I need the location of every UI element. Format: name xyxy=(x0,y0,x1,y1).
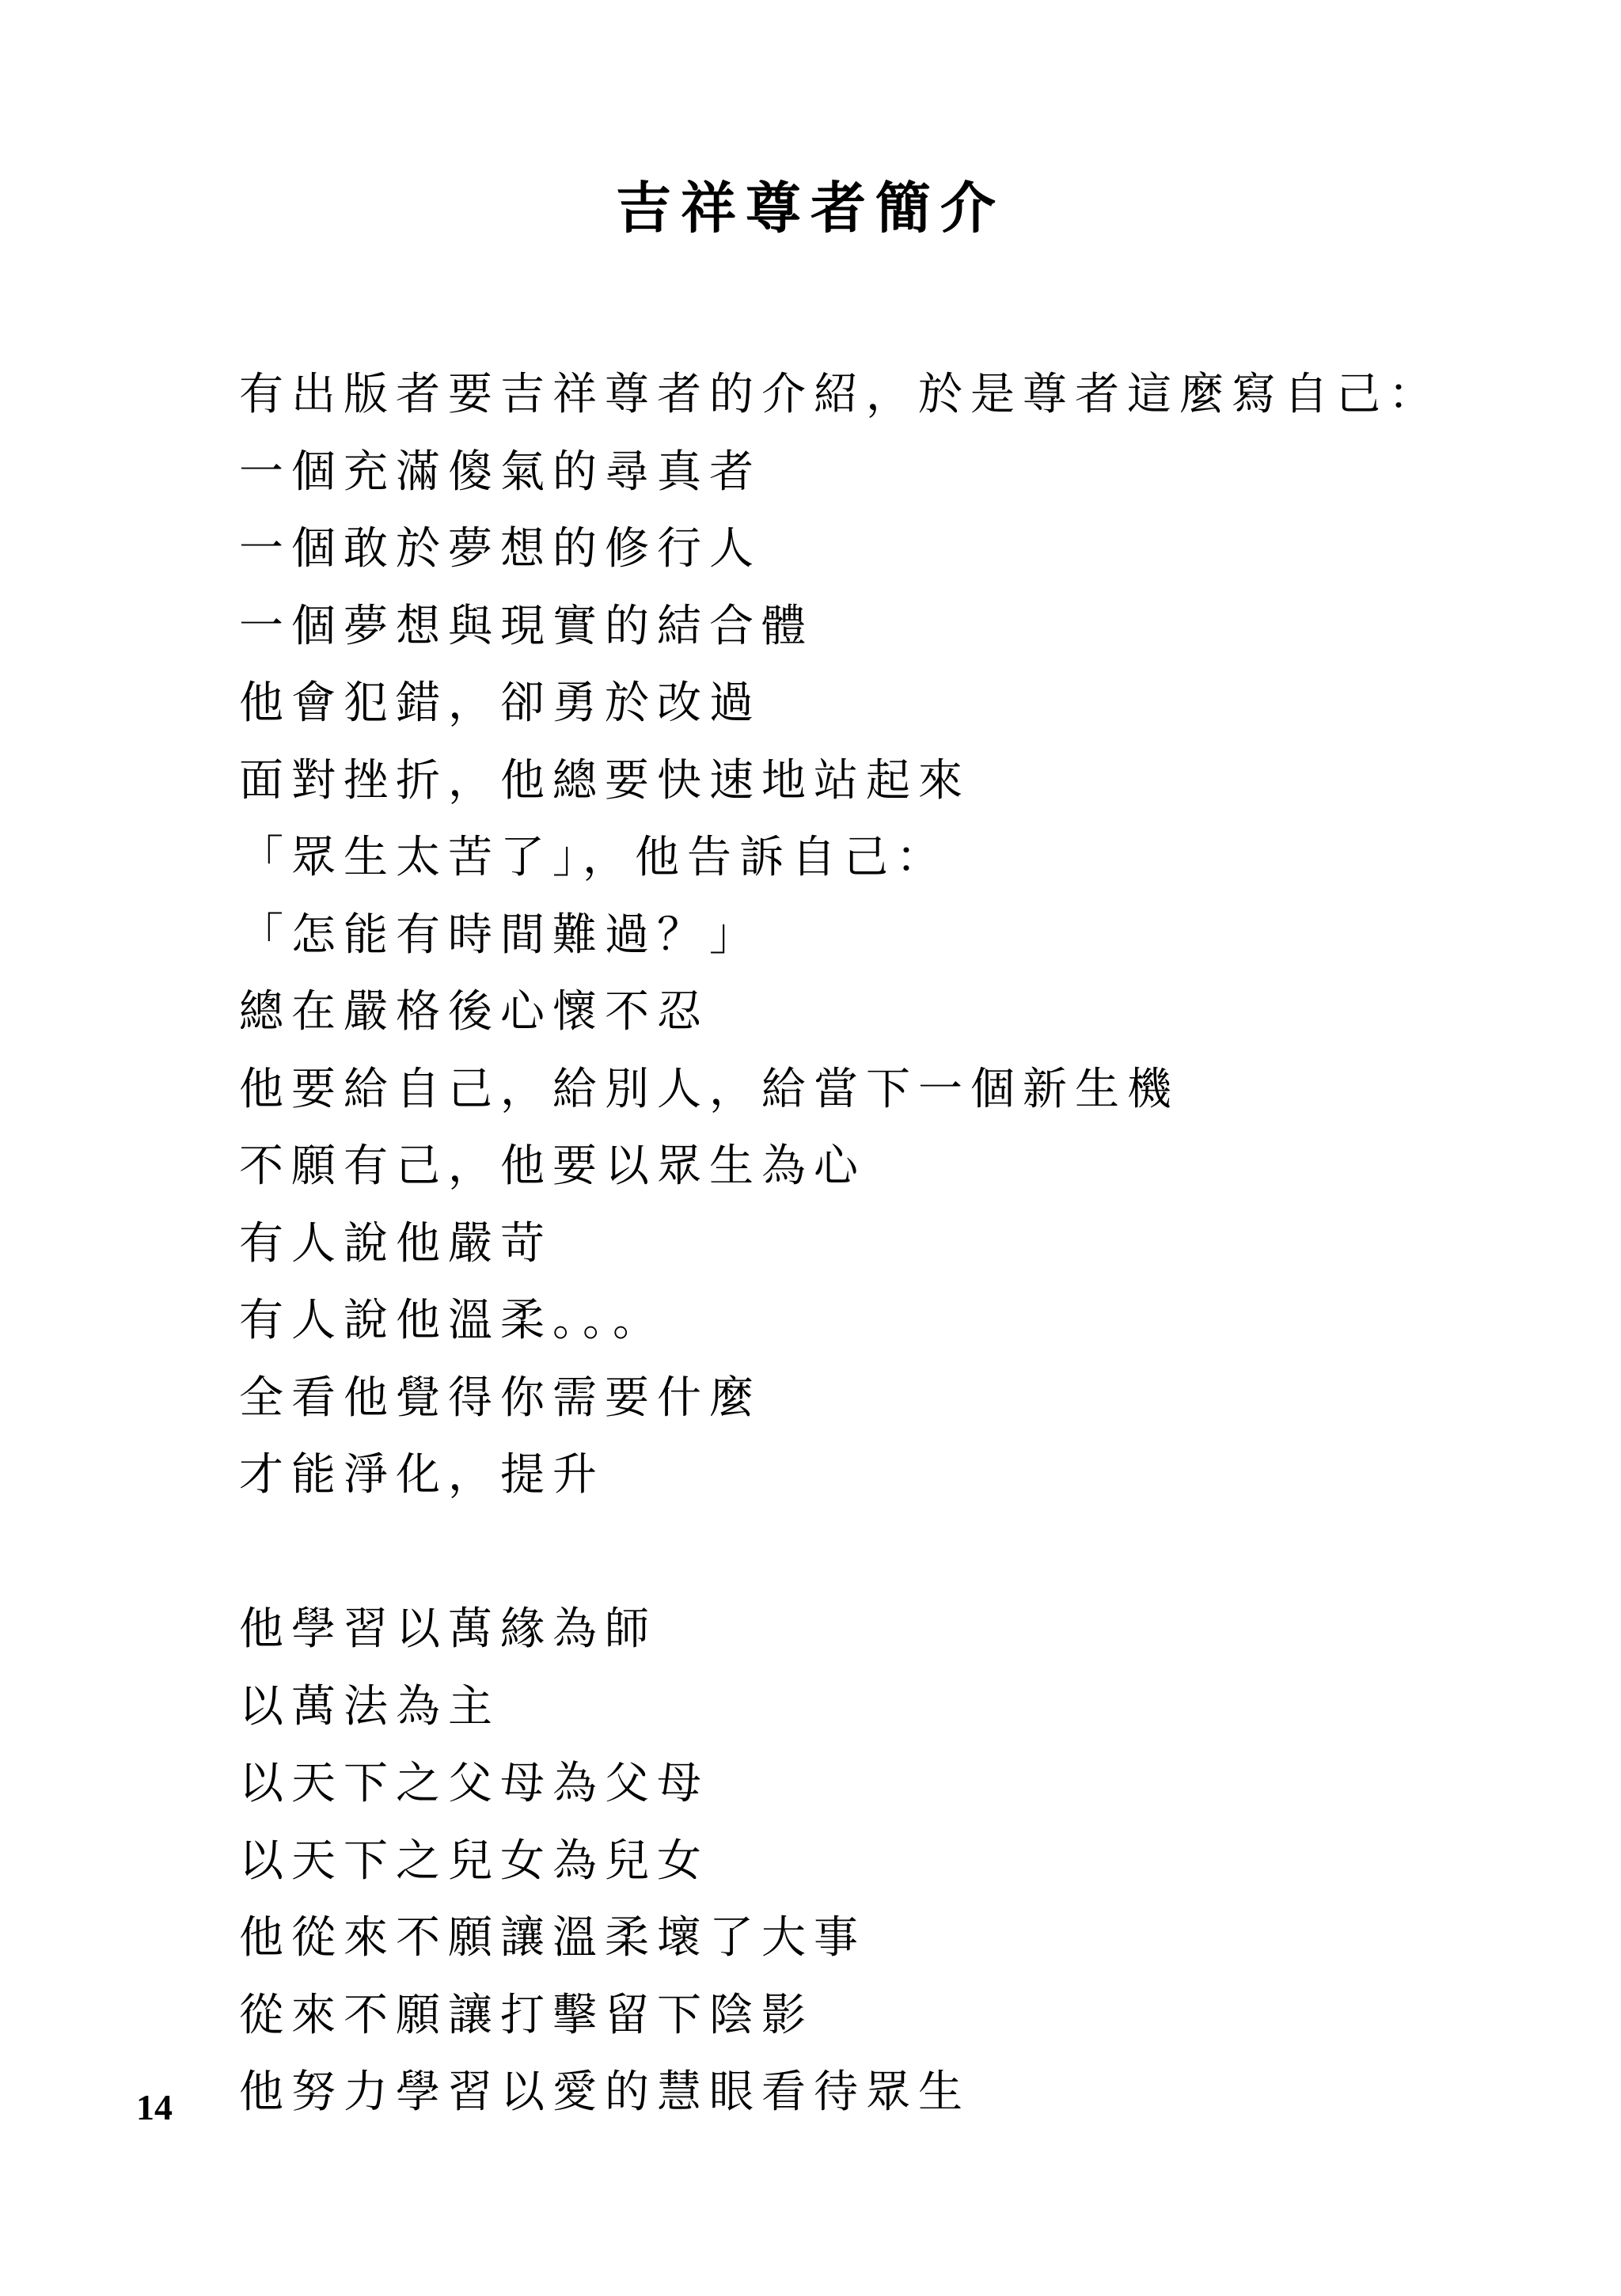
text-line: 從來不願讓打擊留下陰影 xyxy=(239,1989,814,2041)
text-line: 以天下之父母為父母 xyxy=(239,1758,709,1809)
document-body xyxy=(239,356,1474,2131)
text-line: 他學習以萬緣為師 xyxy=(239,1603,657,1655)
text-line: 一個敢於夢想的修行人 xyxy=(239,523,761,575)
text-line: 他要給自己，給別人，給當下一個新生機 xyxy=(239,1063,1179,1115)
paragraph-1 xyxy=(239,356,1474,1514)
text-line: 有出版者要吉祥尊者的介紹，於是尊者這麼寫自己： xyxy=(239,369,1441,420)
text-line: 有人說他嚴苛 xyxy=(239,1217,552,1269)
text-line: 一個夢想與現實的結合體 xyxy=(239,600,814,652)
text-line: 有人說他溫柔。。。 xyxy=(239,1295,665,1346)
text-line: 一個充滿傻氣的尋真者 xyxy=(239,446,761,498)
page-number: 14 xyxy=(136,2087,173,2127)
text-line: 才能淨化，提升 xyxy=(239,1449,605,1501)
paragraph-gap xyxy=(239,1514,1474,1592)
page-title: 吉祥尊者簡介 xyxy=(616,176,1005,241)
paragraph-2 xyxy=(239,1591,1474,2131)
text-line: 不願有己，他要以眾生為心 xyxy=(239,1140,866,1192)
text-line: 他會犯錯，卻勇於改過 xyxy=(239,677,761,729)
text-line: 以萬法為主 xyxy=(239,1680,500,1732)
text-line: 「怎能有時間難過？」 xyxy=(239,909,761,961)
text-line: 全看他覺得你需要什麼 xyxy=(239,1372,761,1424)
text-line: 「眾生太苦了」，他告訴自己： xyxy=(239,832,948,883)
text-line: 他從來不願讓溫柔壞了大事 xyxy=(239,1912,866,1964)
text-line: 面對挫折，他總要快速地站起來 xyxy=(239,754,970,806)
text-line: 總在嚴格後心懷不忍 xyxy=(239,986,709,1038)
text-line: 他努力學習以愛的慧眼看待眾生 xyxy=(239,2066,970,2118)
text-line: 以天下之兒女為兒女 xyxy=(239,1835,709,1887)
